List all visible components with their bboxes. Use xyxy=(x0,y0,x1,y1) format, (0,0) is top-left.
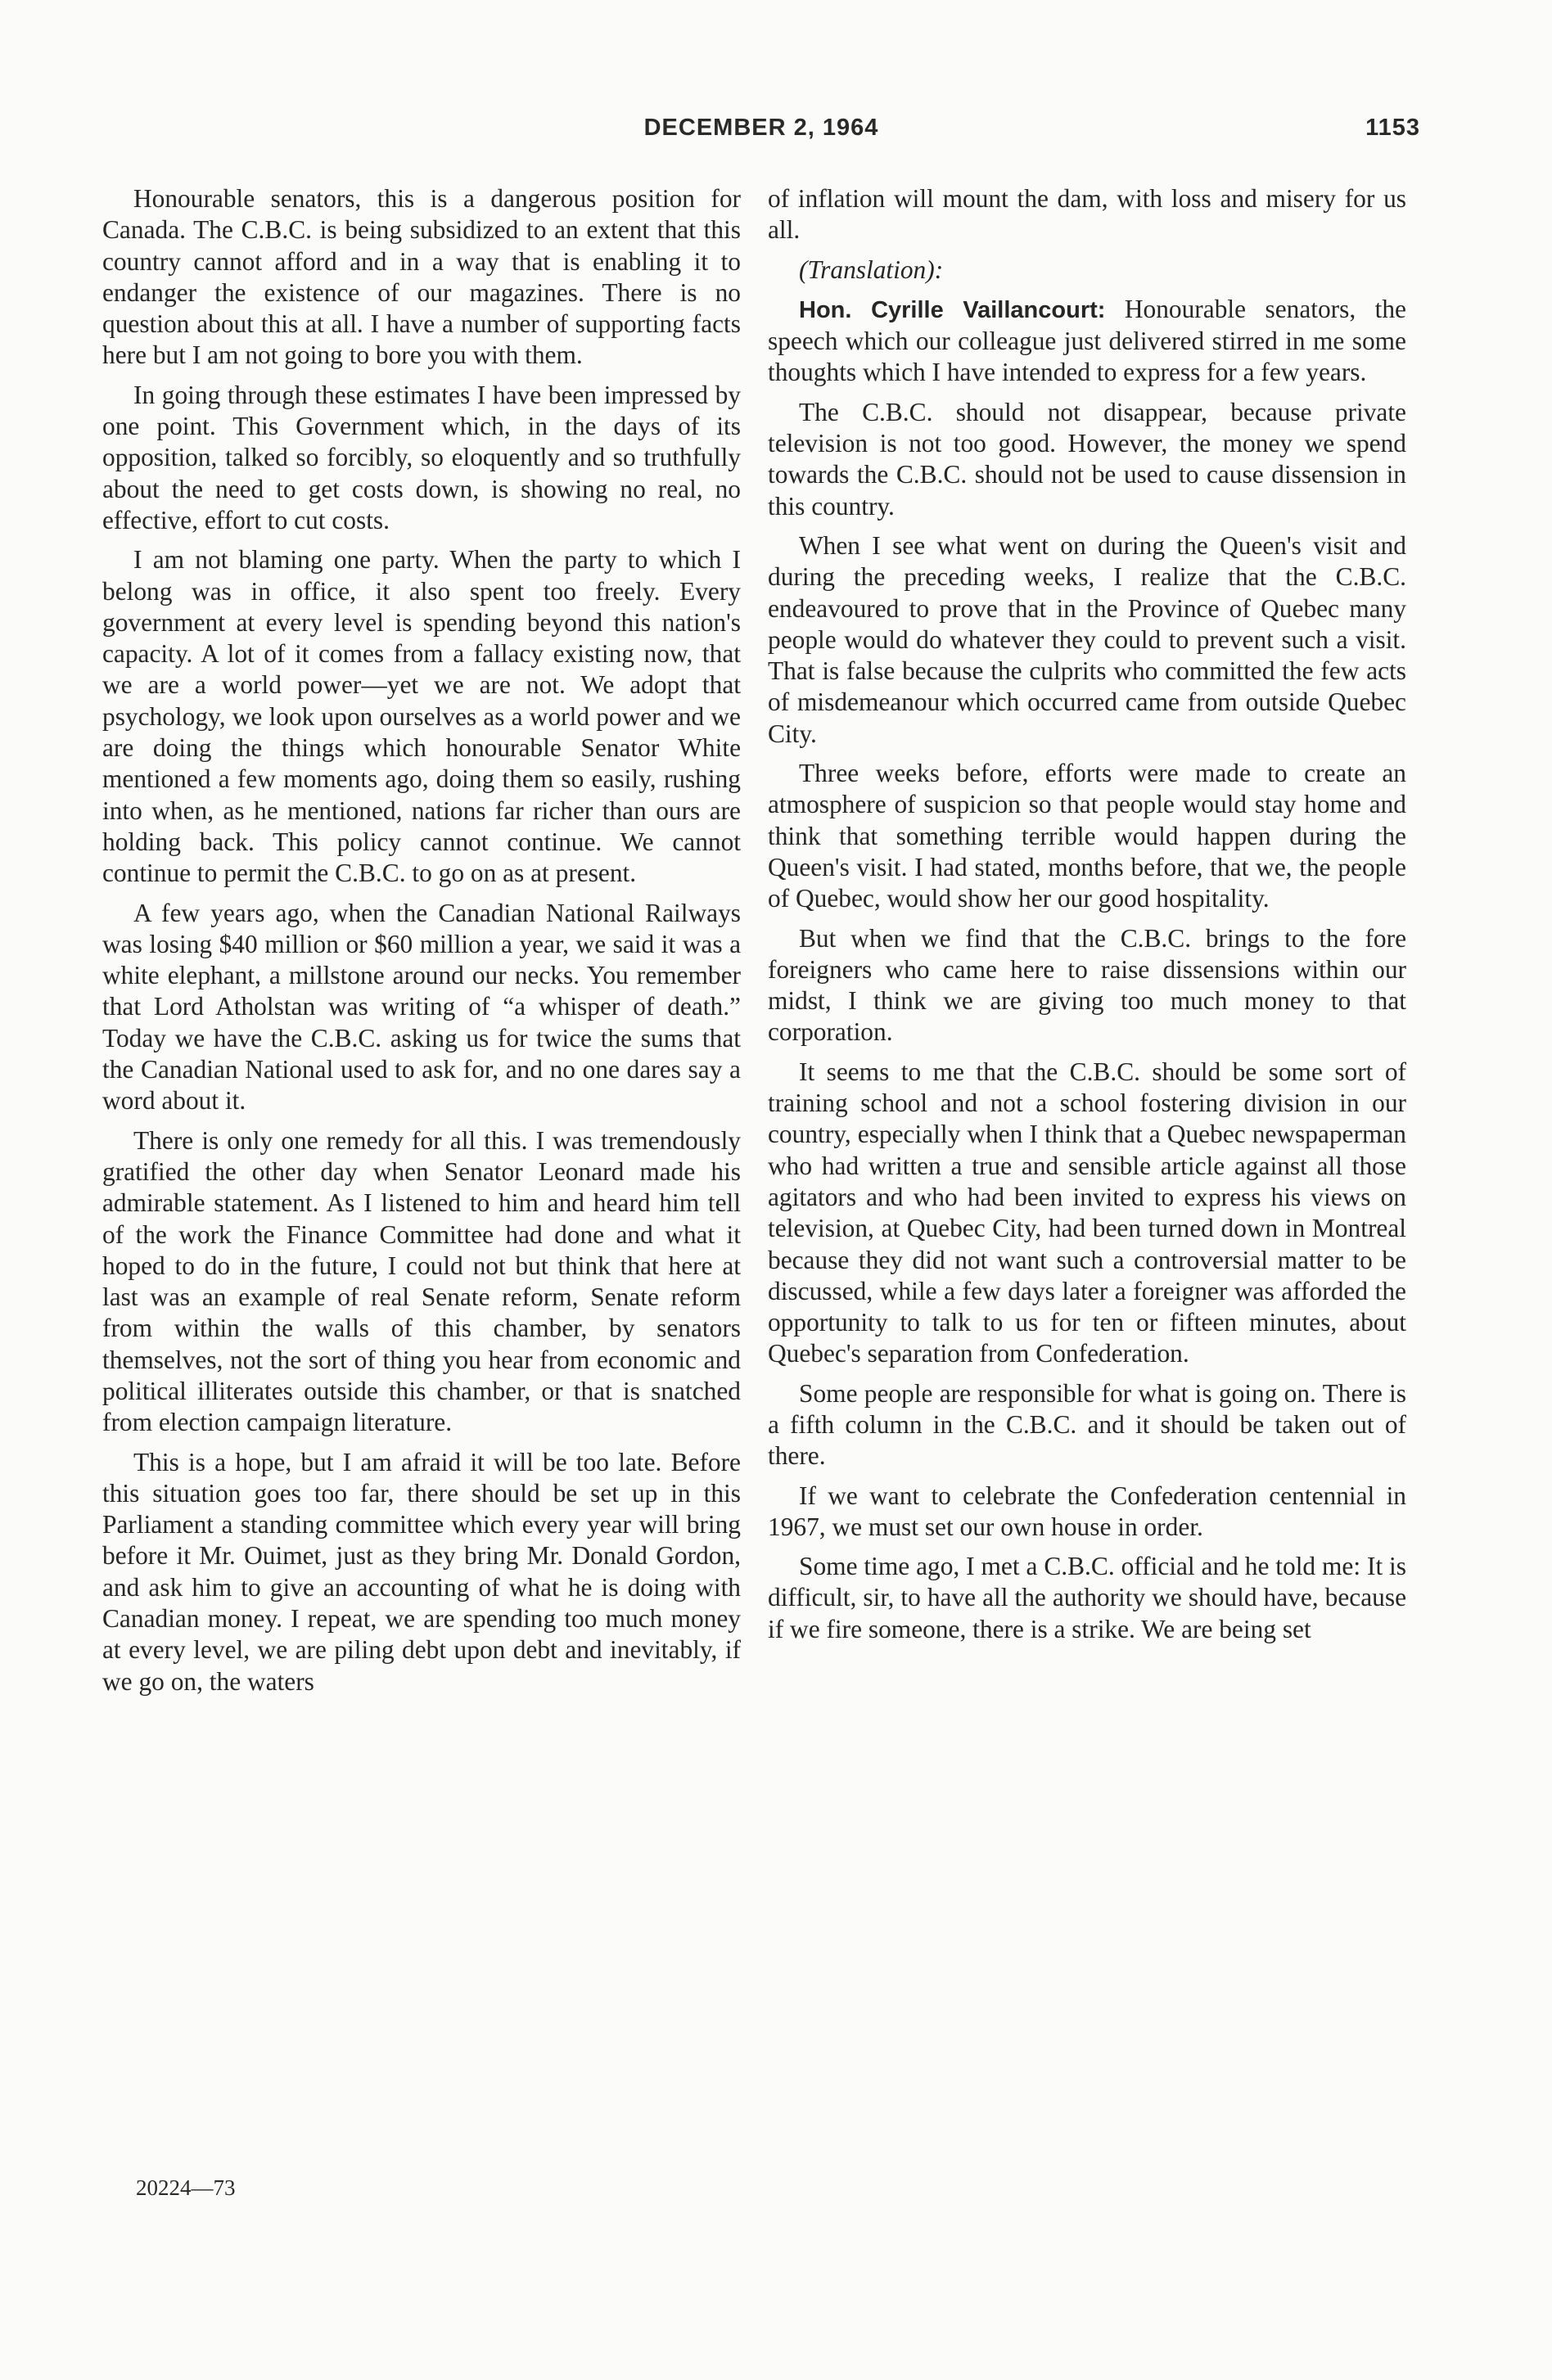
page-number: 1153 xyxy=(1365,115,1420,141)
speaker-text: Honourable senators, the speech which our colleague just delivered stirred in me some thoughts which I have intended to express for a few years. xyxy=(768,294,1406,387)
paragraph: Some time ago, I met a C.B.C. official and he told me: It is difficult, sir, to have all the authority we should have, because if we fire someone, there is a strike. We are being set xyxy=(768,1552,1406,1643)
paragraph: This is a hope, but I am afraid it will be too late. Before this situation goes too far, there should be set up in this Parliament a standing committee which every year will bring before it Mr. Ouimet, just as they bring Mr. Donald Gordon, and ask him to give an accounting of what he is doing with Canadian money. I repeat, we are spending too much money at every level, we are piling debt upon debt and inevitably, if we go on, the waters xyxy=(102,1447,741,1696)
paragraph: I am not blaming one party. When the party to which I belong was in office, it also spent too freely. Every government at every level is spending beyond this nation's capacity. A lot of it comes from a fallacy existing now, that we are a world power—yet we are not. We adopt that psychology, we look upon ourselves as a world power and we are doing the things which honourable Senator White mentioned a few moments ago, doing them so easily, rushing into when, as he mentioned, nations far richer than ours are holding back. This policy cannot continue. We cannot continue to permit the C.B.C. to go on as at present. xyxy=(102,545,741,888)
paragraph: A few years ago, when the Canadian National Railways was losing $40 million or $60 million a year, we said it was a white elephant, a millstone around our necks. You remember that Lord Atholstan was writing of “a whisper of death.” Today we have the C.B.C. asking us for twice the sums that the Canadian National used to ask for, and no one dares say a word about it. xyxy=(102,898,741,1116)
paragraph: It seems to me that the C.B.C. should be some sort of training school and not a school fostering division in our country, especially when I think that a Quebec newspaperman who had written a true and sensible article against all those agitators and who had been invited to express his views on television, at Quebec City, had been turned down in Montreal because they did not want such a controversial matter to be discussed, while a few days later a foreigner was afforded the opportunity to talk to us for ten or fifteen minutes, about Quebec's separation from Confederation. xyxy=(768,1057,1406,1368)
page-header xyxy=(102,115,1420,154)
paragraph: But when we find that the C.B.C. brings to the fore foreigners who came here to raise dissensions within our midst, I think we are giving too much money to that corporation. xyxy=(768,923,1406,1047)
continued-paragraph: of inflation will mount the dam, with loss and misery for us all. xyxy=(768,184,1406,245)
right-column xyxy=(768,183,1406,1653)
paragraph: Honourable senators, this is a dangerous position for Canada. The C.B.C. is being subsidized to an extent that this country cannot afford and in a way that is enabling it to endanger the existence of our magazines. There is no question about this at all. I have a number of supporting facts here but I am not going to bore you with them. xyxy=(102,184,741,370)
left-column xyxy=(102,183,741,1706)
print-code: 20224—73 xyxy=(136,2175,236,2200)
paragraph: Three weeks before, efforts were made to create an atmosphere of suspicion so that people would stay home and think that something terrible would happen during the Queen's visit. I had stated, months before, that we, the people of Quebec, would show her our good hospitality. xyxy=(768,759,1406,913)
paragraph: If we want to celebrate the Confederation centennial in 1967, we must set our own house in order. xyxy=(768,1481,1406,1541)
paragraph: Some people are responsible for what is going on. There is a fifth column in the C.B.C. and it should be taken out of there. xyxy=(768,1378,1406,1471)
paragraph: In going through these estimates I have been impressed by one point. This Government which, in the days of its opposition, talked so forcibly, so eloquently and so truthfully about the need to get costs down, is showing no real, no effective, effort to cut costs. xyxy=(102,380,741,534)
header-date: DECEMBER 2, 1964 xyxy=(643,115,879,141)
paragraph: The C.B.C. should not disappear, because private television is not too good. However, the money we spend towards the C.B.C. should not be used to cause dissension in this country. xyxy=(768,397,1406,521)
speaker-paragraph xyxy=(768,294,1406,389)
paragraph: There is only one remedy for all this. I was tremendously gratified the other day when Senator Leonard made his admirable statement. As I listened to him and heard him tell of the work the Finance Committee had done and what it hoped to do in the future, I could not but think that here at last was an example of real Senate reform, Senate reform from within the walls of this chamber, by senators themselves, not the sort of thing you hear from economic and political illiterates outside this chamber, or that is snatched from election campaign literature. xyxy=(102,1125,741,1437)
translation-label: (Translation): xyxy=(799,255,944,284)
speaker-name: Hon. Cyrille Vaillancourt: xyxy=(799,296,1106,323)
paragraph: When I see what went on during the Queen's visit and during the preceding weeks, I realize that the C.B.C. endeavoured to prove that in the Province of Quebec many people would do whatever they could to prevent such a visit. That is false because the culprits who committed the few acts of misdemeanour which occurred came from outside Quebec City. xyxy=(768,530,1406,748)
